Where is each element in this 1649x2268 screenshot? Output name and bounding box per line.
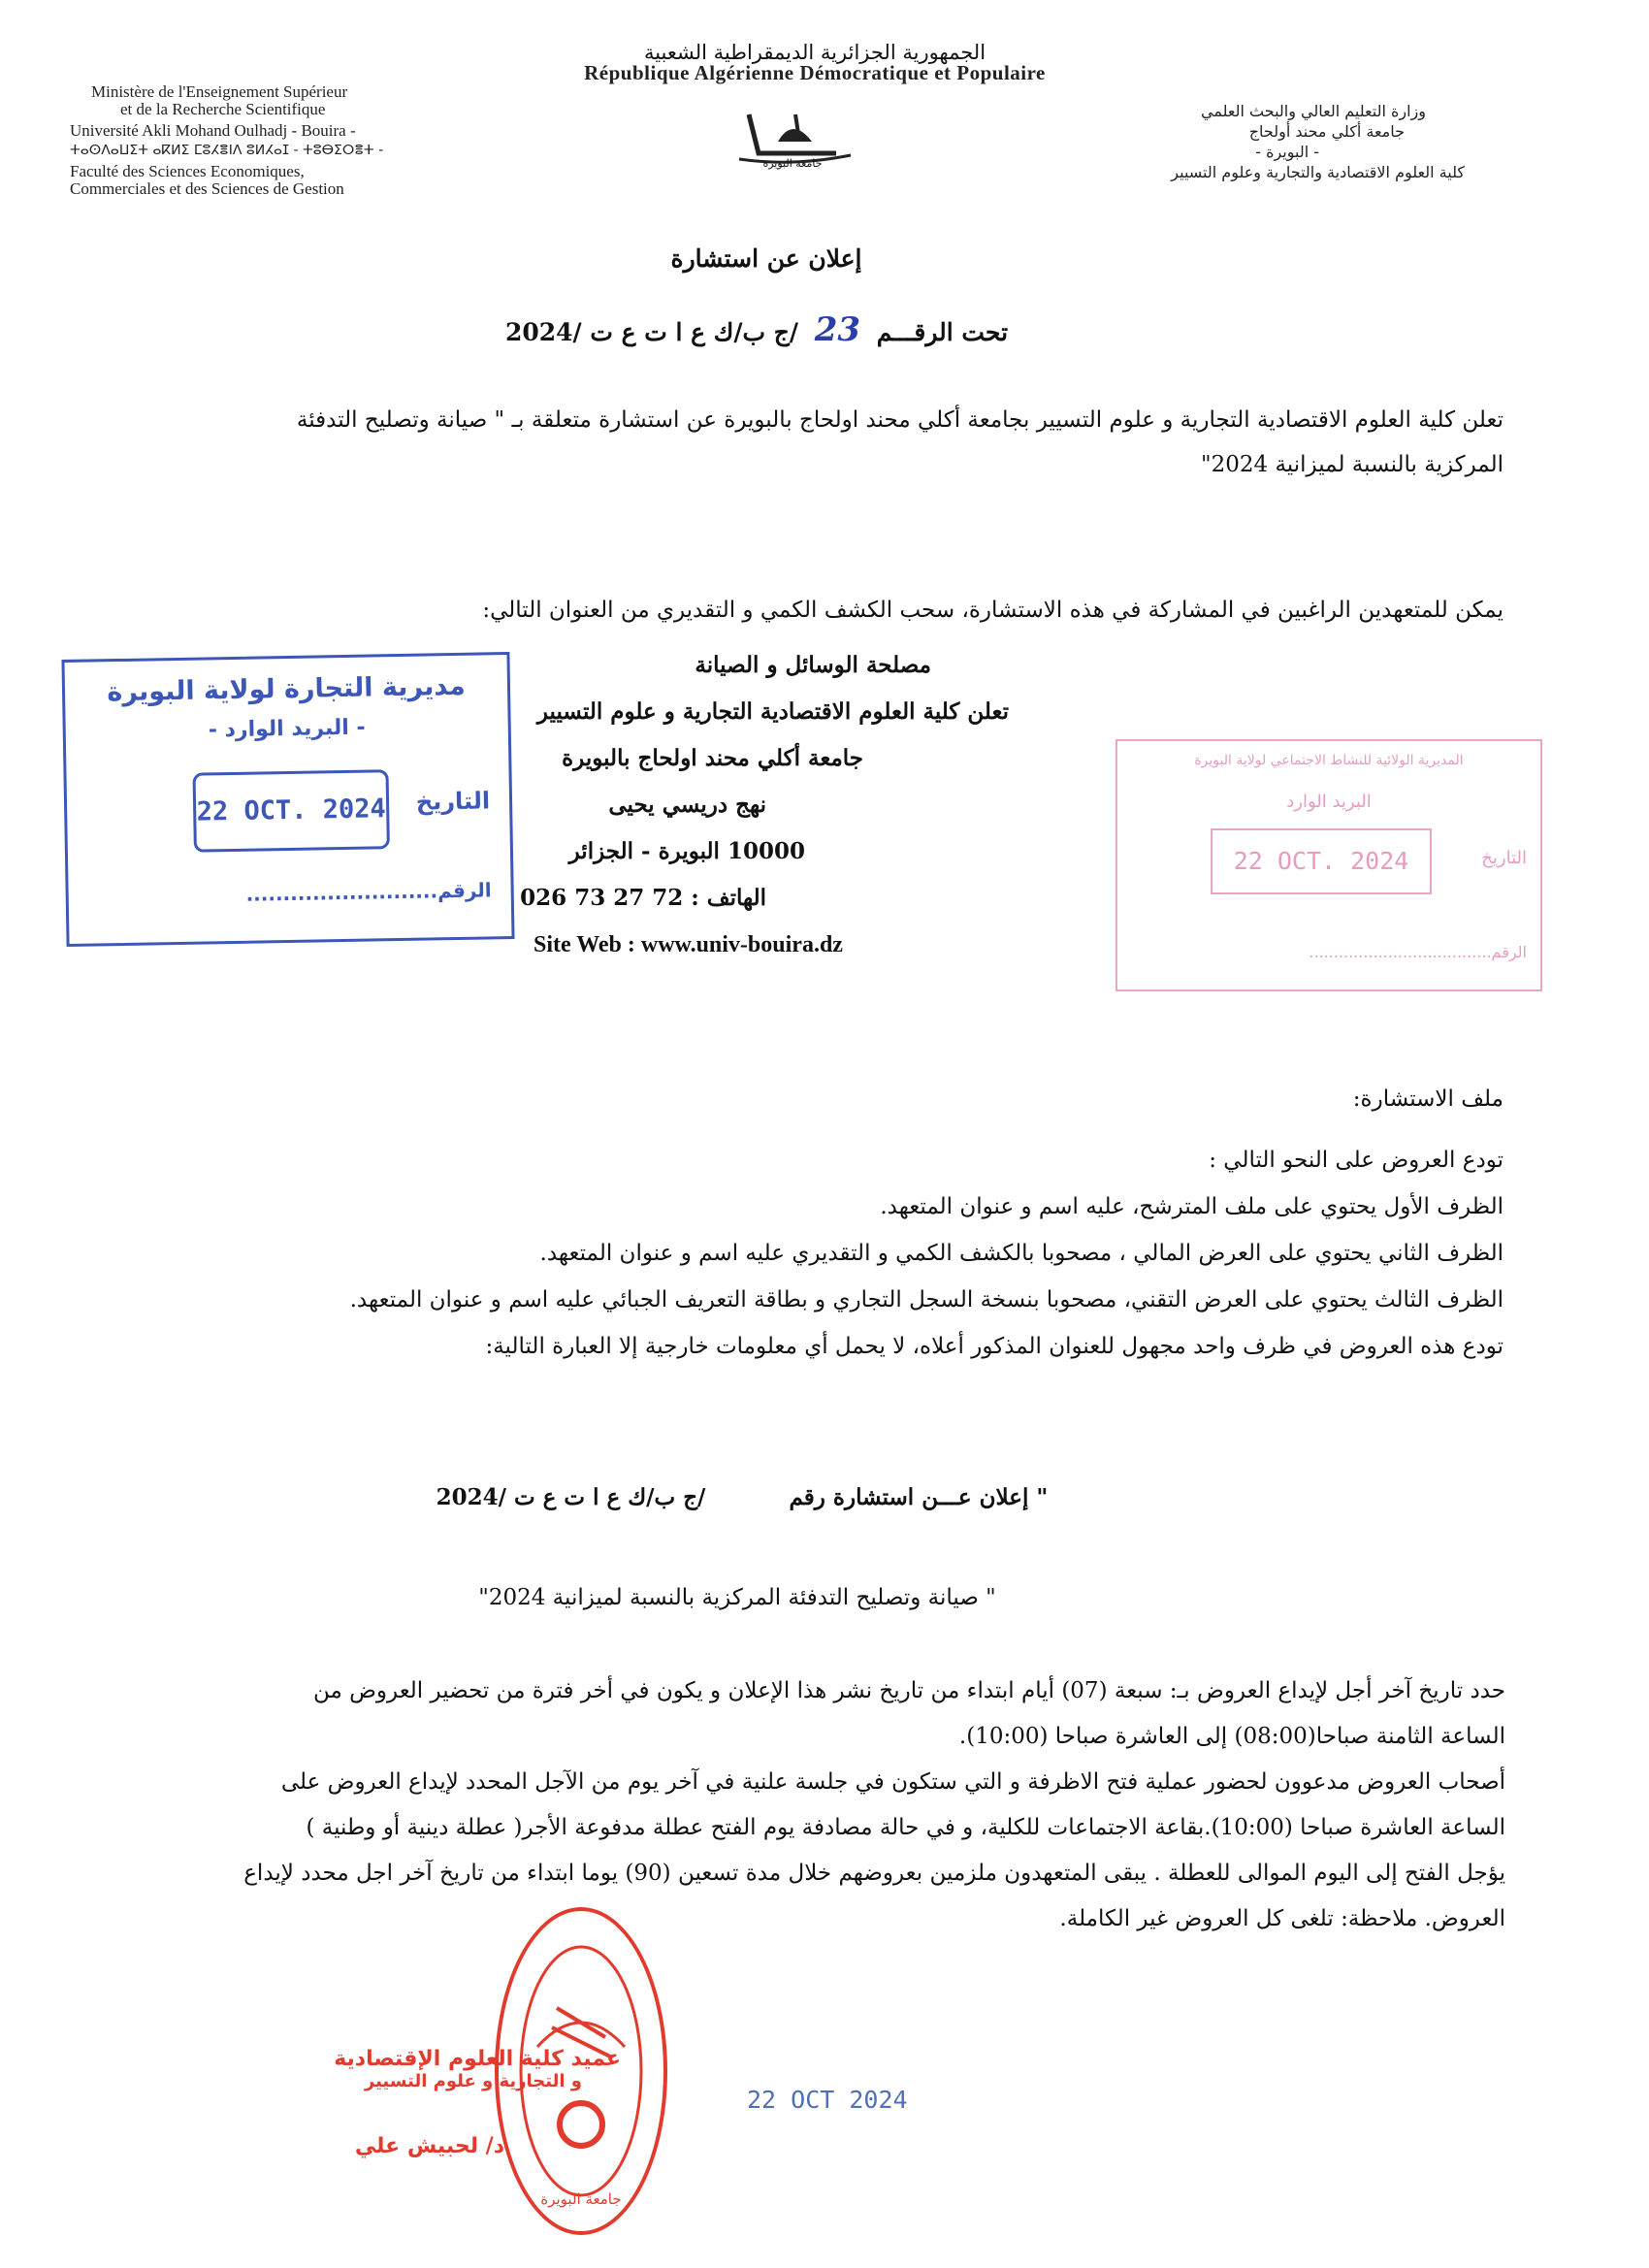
header-right-block bbox=[892, 101, 1465, 182]
file-line: الظرف الثالث يحتوي على العرض التقني، مصحوبا بنسخة السجل التجاري و بطاقة التعريف الجبائي عليه اسم و عنوان المتعهد. bbox=[349, 1287, 1504, 1312]
envelope-line bbox=[340, 1484, 1145, 1510]
address-line: مصلحة الوسائل و الصيانة bbox=[695, 652, 931, 678]
header-title-ar: الجمهورية الجزائرية الديمقراطية الشعبية bbox=[643, 41, 986, 64]
file-heading: ملف الاستشارة: bbox=[1352, 1086, 1504, 1112]
stamp-line: - البريد الوارد - bbox=[208, 715, 366, 743]
address-line: 10000 البويرة - الجزائر bbox=[568, 838, 805, 864]
address-line: تعلن كلية العلوم الاقتصادية التجارية و علوم التسيير bbox=[536, 698, 1009, 725]
envelope-ref: /ج ب/ك ع ا ت ع ت /2024 bbox=[436, 1484, 706, 1510]
envelope-label: " إعلان عـــن استشارة رقم bbox=[789, 1484, 1049, 1510]
header-left-line: et de la Recherche Scientifique bbox=[120, 100, 326, 118]
header-right-line: كلية العلوم الاقتصادية والتجارية وعلوم التسيير bbox=[1171, 163, 1465, 181]
seal-text: جامعة البويرة bbox=[540, 2190, 622, 2208]
stamp-date-box bbox=[193, 769, 390, 853]
stamp-date-box bbox=[1211, 828, 1432, 894]
header-right-line: وزارة التعليم العالي والبحث العلمي bbox=[1201, 102, 1426, 120]
stamp-date: 22 OCT. 2024 bbox=[196, 794, 386, 827]
address-block bbox=[504, 642, 1009, 968]
address-website: Site Web : www.univ-bouira.dz bbox=[534, 932, 843, 957]
terms-line: يؤجل الفتح إلى اليوم الموالى للعطلة . يبقى المتعهدون ملزمين بعروضهم خلال مدة تسعين (90) يوما ابتداء من تاريخ آخر اجل محدد لإيداع bbox=[243, 1861, 1505, 1886]
stamp-date: 22 OCT. 2024 bbox=[1233, 847, 1409, 875]
terms-line: أصحاب العروض مدعوون لحضور عملية فتح الاظرفة و التي ستكون في جلسة علنية في آخر يوم من الآجل المحدد لإيداع العروض على bbox=[280, 1769, 1505, 1795]
social-directorate-stamp bbox=[1116, 739, 1542, 991]
stamp-date-label: التاريخ bbox=[415, 787, 491, 816]
stamp-number-label: الرقم.......................... bbox=[245, 878, 492, 906]
terms-block bbox=[89, 1669, 1505, 1942]
file-lines bbox=[97, 1137, 1504, 1370]
header-title-fr: République Algérienne Démocratique et Populaire bbox=[584, 61, 1046, 84]
dean-stamp-line: و التجارية و علوم التسيير bbox=[364, 2071, 582, 2091]
header-left-line: Ministère de l'Enseignement Supérieur bbox=[91, 82, 348, 101]
commerce-directorate-stamp bbox=[61, 652, 514, 947]
header-right-line: - البويرة - bbox=[1255, 143, 1319, 161]
terms-line: الساعة الثامنة صباحا(08:00) إلى العاشرة صباحا (10:00). bbox=[958, 1724, 1505, 1749]
stamp-number-label: الرقم..................................... bbox=[1309, 943, 1527, 961]
address-line: جامعة أكلي محند اولحاج بالبويرة bbox=[562, 745, 863, 771]
address-line: نهج دريسي يحيى bbox=[608, 792, 766, 818]
dean-stamp-line: عميد كلية العلوم الإقتصادية bbox=[334, 2047, 621, 2071]
address-line: الهاتف : 72 27 73 026 bbox=[520, 885, 766, 911]
announcement-title: إعلان عن استشارة bbox=[670, 244, 862, 273]
file-line: الظرف الأول يحتوي على ملف المترشح، عليه اسم و عنوان المتعهد. bbox=[880, 1194, 1504, 1219]
file-line: الظرف الثاني يحتوي على العرض المالي ، مصحوبا بالكشف الكمي و التقديري عليه اسم و عنوان المتعهد. bbox=[539, 1241, 1504, 1266]
dean-stamp-line: د/ لحبيش علي bbox=[354, 2134, 504, 2158]
stamp-line: المديرية الولائية للنشاط الاجتماعي لولاية البويرة bbox=[1194, 753, 1464, 768]
announcement-number bbox=[436, 310, 1077, 349]
header-left-line: Université Akli Mohand Oulhadj - Bouira - bbox=[70, 121, 356, 140]
header-left-block bbox=[70, 83, 652, 198]
address-intro: يمكن للمتعهدين الراغبين في المشاركة في هذه الاستشارة، سحب الكشف الكمي و التقديري من العنوان التالي: bbox=[482, 598, 1504, 623]
file-line: تودع هذه العروض في ظرف واحد مجهول للعنوان المذكور أعلاه، لا يحمل أي معلومات خارجية إلا العبارة التالية: bbox=[485, 1334, 1504, 1359]
dean-stamp bbox=[97, 2047, 621, 2158]
header-left-line: Faculté des Sciences Economiques, bbox=[70, 162, 305, 180]
intro-paragraph bbox=[107, 398, 1504, 487]
receipt-date: 22 OCT 2024 bbox=[747, 2086, 908, 2114]
header-left-line: ⵜⴰⵙⴷⴰⵡⵉⵜ ⴰⴽⵍⵉ ⵎⵓⵃⴻⵏⴷ ⵓⵍⵃⴰⵊ - ⵜⵓⴱⵉⵔⴻⵜ - bbox=[70, 143, 384, 158]
stamp-date-label: التاريخ bbox=[1481, 848, 1527, 868]
number-ref: /ج ب/ك ع ا ت ع ت /2024 bbox=[504, 318, 798, 346]
terms-line: حدد تاريخ آخر أجل لإيداع العروض بـ: سبعة (07) أيام ابتداء من تاريخ نشر هذا الإعلان و يكون في أخر فترة من تحضير العروض من bbox=[312, 1678, 1505, 1703]
logo-caption: جامعة البويرة bbox=[762, 157, 823, 170]
intro-line: تعلن كلية العلوم الاقتصادية التجارية و علوم التسيير بجامعة أكلي محند اولحاج بالبويرة عن استشارة متعلقة بـ " صيانة وتصليح التدفئة bbox=[296, 407, 1504, 433]
terms-line: العروض. ملاحظة: تلغى كل العروض غير الكاملة. bbox=[1059, 1906, 1505, 1931]
envelope-subject: " صيانة وتصليح التدفئة المركزية بالنسبة لميزانية 2024" bbox=[478, 1585, 996, 1610]
number-label: تحت الرقـــم bbox=[876, 318, 1009, 346]
number-handwritten: 23 bbox=[814, 310, 861, 349]
header-left-line: Commerciales et des Sciences de Gestion bbox=[70, 179, 344, 198]
stamp-line: مديرية التجارة لولاية البويرة bbox=[107, 670, 466, 708]
intro-line: المركزية بالنسبة لميزانية 2024" bbox=[1201, 452, 1504, 477]
terms-line: الساعة العاشرة صباحا (10:00).بقاعة الاجتماعات للكلية، و في حالة مصادفة يوم الفتح عطلة مدفوعة الأجر( عطلة دينية أو وطنية ) bbox=[306, 1815, 1505, 1840]
file-line: تودع العروض على النحو التالي : bbox=[1209, 1148, 1504, 1173]
header-right-line: جامعة أكلي محند أولحاج bbox=[1248, 122, 1405, 141]
university-logo bbox=[720, 105, 865, 173]
stamp-line: البريد الوارد bbox=[1286, 792, 1372, 812]
